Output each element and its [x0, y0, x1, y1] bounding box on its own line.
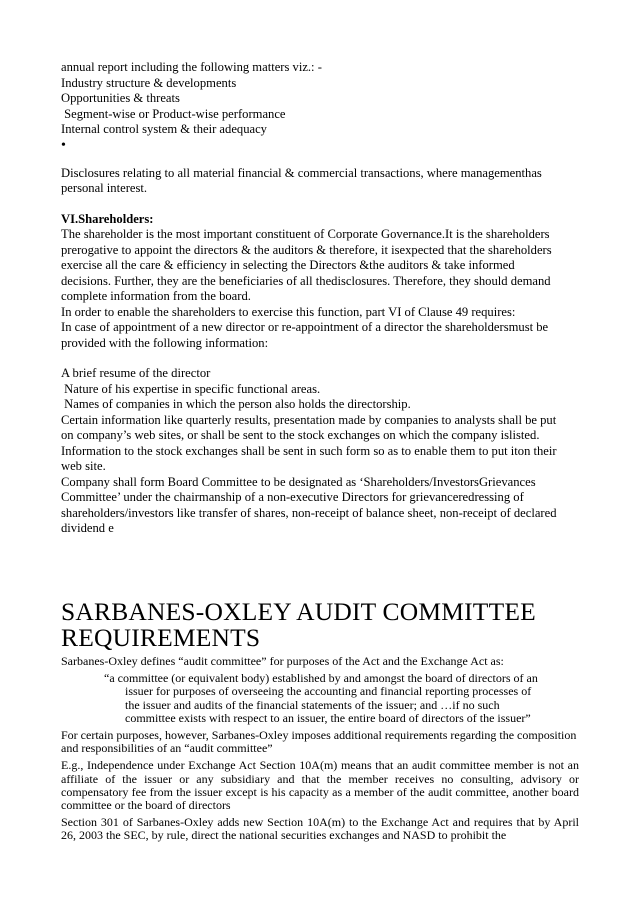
quote-line: “a committee (or equivalent body) established by and amongst the board of directors of an	[104, 671, 538, 686]
text-line: decisions. Further, they are the beneficiaries of all thedisclosures. Therefore, they should demand	[61, 273, 551, 288]
text-line: Information to the stock exchanges shall be sent in such form so as to enable them to put iton their	[61, 443, 557, 458]
section-heading	[61, 599, 581, 651]
text-line: Certain information like quarterly results, presentation made by companies to analysts shall be put	[61, 412, 557, 427]
text-line: Disclosures relating to all material financial & commercial transactions, where managementhas	[61, 165, 542, 180]
text-line: In case of appointment of a new director or re-appointment of a director the shareholdersmust be	[61, 320, 549, 334]
text-line: complete information from the board.	[61, 289, 251, 303]
text-line: dividend e	[61, 521, 114, 535]
top-text-block	[61, 60, 577, 537]
paragraph: Section 301 of Sarbanes-Oxley adds new Section 10A(m) to the Exchange Act and requires that by April 26, 2003 the SEC, by rule, direct the national securities exchanges and NASD to prohibit the	[61, 815, 579, 843]
text-line: personal interest.	[61, 181, 148, 195]
text-line: Committee’ under the chairmanship of a non-executive Directors for grievanceredressing of	[61, 490, 524, 504]
text-line: provided with the following information:	[61, 335, 269, 350]
text-line: shareholders/investors like transfer of shares, non-receipt of balance sheet, non-receipt of declared	[61, 505, 557, 520]
heading-line: REQUIREMENTS	[61, 623, 261, 652]
text-line: Company shall form Board Committee to be designated as ‘Shareholders/InvestorsGrievances	[61, 474, 536, 489]
quote-line: issuer for purposes of overseeing the accounting and financial reporting processes of	[125, 684, 532, 699]
paragraph: For certain purposes, however, Sarbanes-Oxley imposes additional requirements regarding the composition and responsibilities of an “audit committee”	[61, 728, 577, 756]
intro-paragraph: Sarbanes-Oxley defines “audit committee” for purposes of the Act and the Exchange Act as:	[61, 654, 504, 668]
paragraph: E.g., Independence under Exchange Act Section 10A(m) means that an audit committee member is not an affiliate of the issuer or any subsidiary and that the member receives no consulting, advisory or compensatory fee from the issuer except is his capacity as a member of the audit committee, another board committee or the board of directors	[61, 758, 579, 813]
text-line: annual report including the following matters viz.: -	[61, 60, 322, 74]
text-line: A brief resume of the director	[61, 366, 211, 380]
section-title: VI.Shareholders:	[61, 211, 154, 226]
text-line: Names of companies in which the person also holds the directorship.	[61, 397, 411, 411]
heading-line: SARBANES-OXLEY AUDIT COMMITTEE	[61, 597, 536, 626]
bullet-glyph: •	[61, 137, 66, 153]
text-line: Internal control system & their adequacy	[61, 122, 267, 136]
definition-quote	[61, 672, 579, 725]
bottom-text-block	[61, 655, 579, 847]
quote-line: the issuer and audits of the financial statements of the issuer; and …if no such	[125, 697, 500, 712]
text-line: Nature of his expertise in specific functional areas.	[61, 381, 321, 396]
text-line: on company’s web sites, or shall be sent to the stock exchanges on which the company islisted.	[61, 428, 540, 442]
text-line: prerogative to appoint the directors & the auditors & therefore, it isexpected that the shareholders	[61, 242, 552, 257]
text-line: exercise all the care & efficiency in selecting the Directors &the auditors & take informed	[61, 258, 515, 272]
text-line: web site.	[61, 459, 106, 473]
text-line: Segment-wise or Product-wise performance	[61, 106, 286, 121]
quote-line: committee exists with respect to an issuer, the entire board of directors of the issuer”	[125, 710, 531, 725]
text-line: The shareholder is the most important constituent of Corporate Governance.It is the shareholders	[61, 227, 550, 241]
text-line: Industry structure & developments	[61, 75, 237, 90]
text-line: Opportunities & threats	[61, 91, 180, 105]
text-line: In order to enable the shareholders to exercise this function, part VI of Clause 49 requires:	[61, 304, 516, 319]
